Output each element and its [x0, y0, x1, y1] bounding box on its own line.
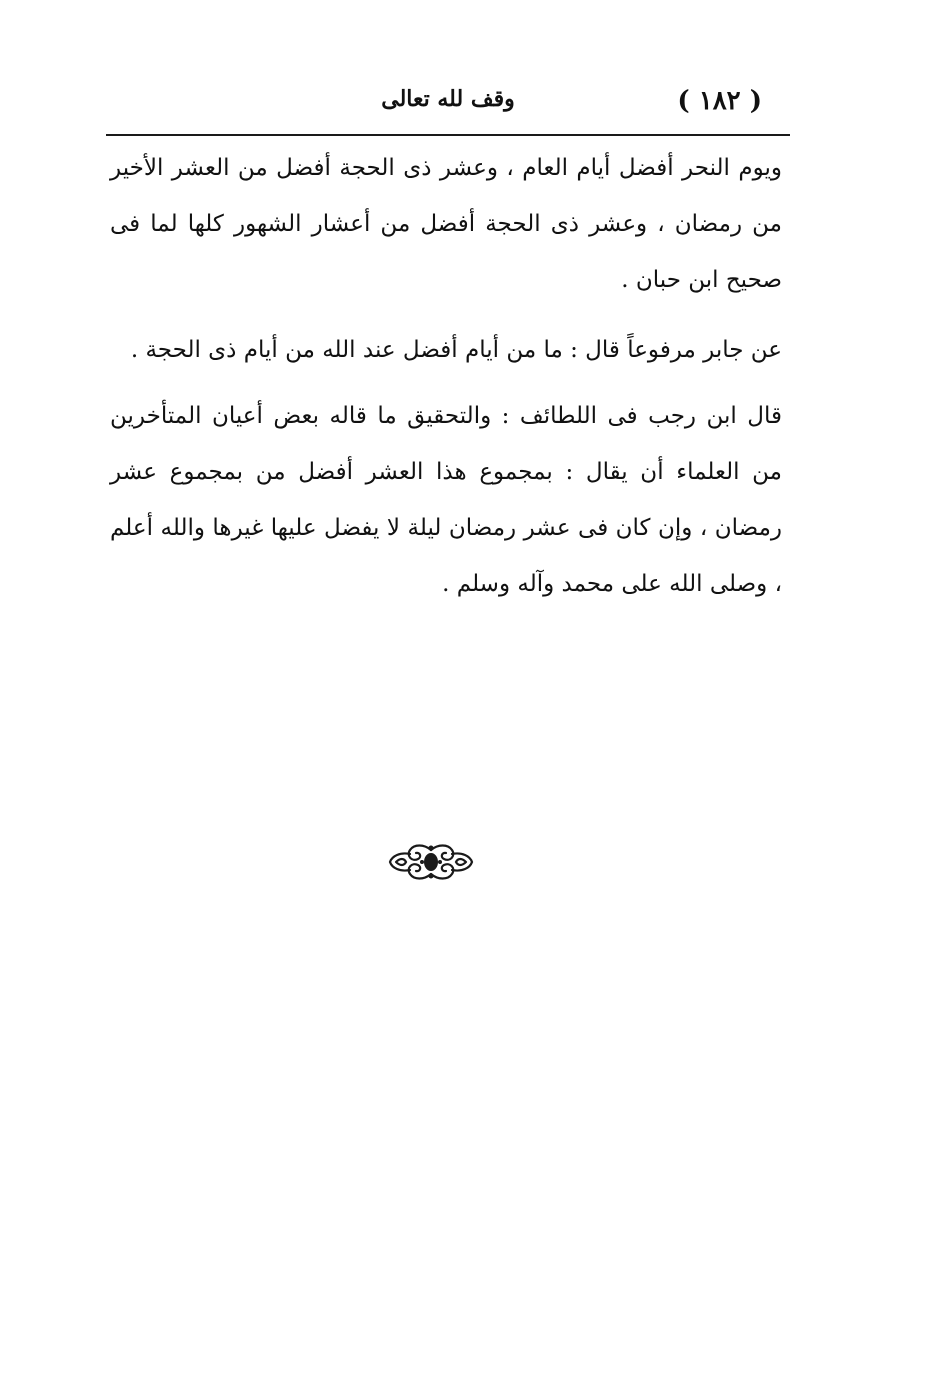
running-head [108, 82, 788, 128]
decorative-tailpiece-icon [386, 842, 476, 882]
body-text [110, 140, 782, 612]
running-title: وقف لله تعالى [381, 86, 515, 112]
paragraph-ibn-rajab: قال ابن رجب فى اللطائف : والتحقيق ما قاله بعض أعيان المتأخرين من العلماء أن يقال : بمجموع هذا العشر أفضل من بمجموع عشر رمضان ، وإن كان فى عشر رمضان ليلة لا يفضل عليها غيرها والله أعلم ، وصلى الله على محمد وآله وسلم . [110, 403, 782, 597]
header-rule [106, 134, 790, 136]
page-number: ( ١٨٢ ) [677, 86, 762, 116]
paragraph-hadith-jabir: عن جابر مرفوعاً قال : ما من أيام أفضل عند الله من أيام ذى الحجة . [130, 337, 782, 363]
paragraph-virtue-of-days: ويوم النحر أفضل أيام العام ، وعشر ذى الحجة أفضل من العشر الأخير من رمضان ، وعشر ذى الحجة أفضل من أعشار الشهور كلها لما فى صحيح ابن حبان . [110, 155, 782, 293]
